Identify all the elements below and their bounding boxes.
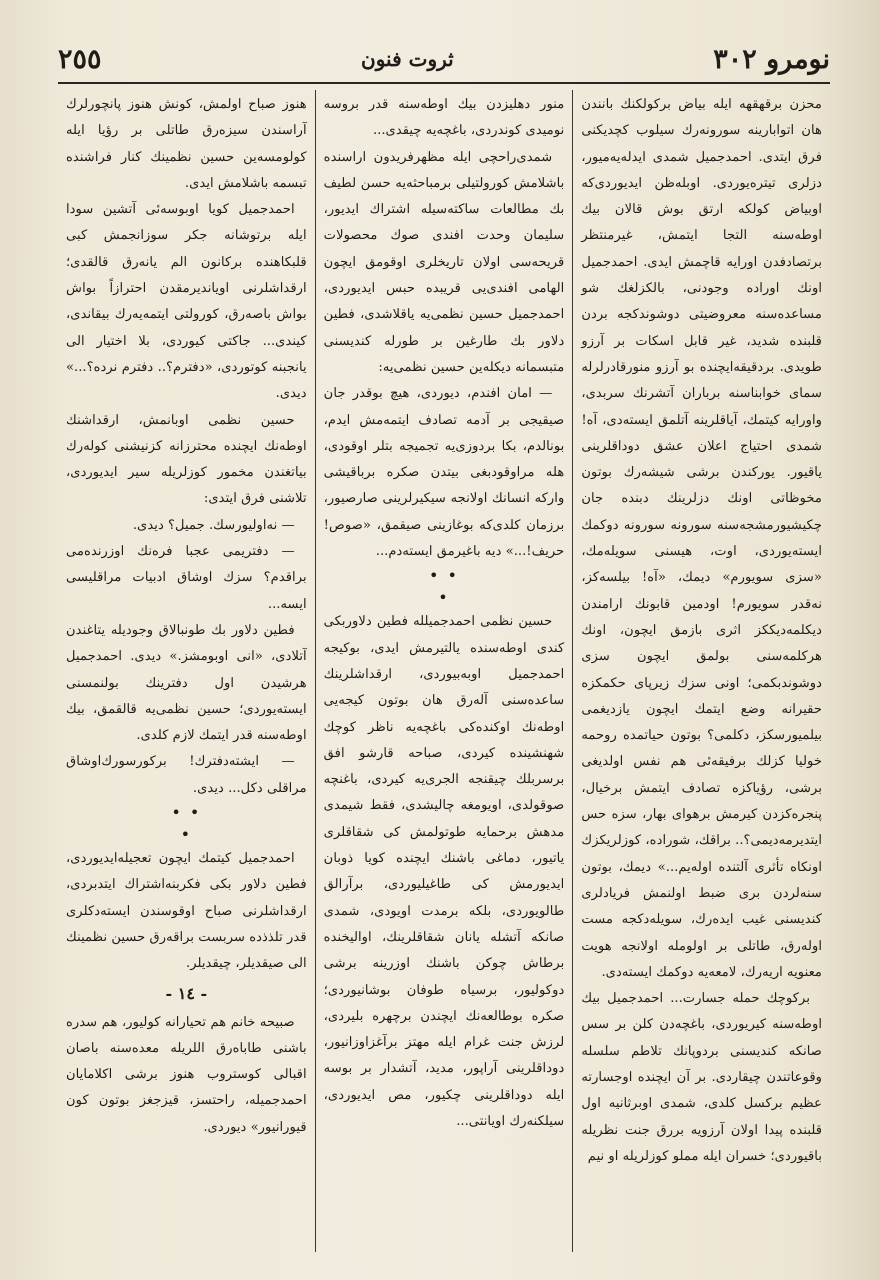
paragraph: — امان افندم، ديوردى، هيچ بوقدر جان صيقيجى بر آدمه تصادف ايتمه‌مش ايدم، بونالدم، بكا بردوزى‌يه تجميجه بتلر اوقودى، هله مراوقودبغى بيتدن صكره برباقيشى واركه انسانك اولانجه سيكيرلرينى صارصيور، برزمان كلدى‌كه بوغازينى صيقمق، «صوص! حريف!...» ديه باغيرمق ايسته‌دم... (323, 386, 565, 560)
paragraph: — دفتريمى عجبا فرەنك اوزرنده‌مى براقدم؟ سزك اوشاق ادبيات مراقليسى ايسه... (65, 544, 307, 612)
chapter-number: - ١٤ - (165, 983, 208, 1003)
issue-label: نومرو ٣٠٢ (713, 43, 830, 75)
text-columns (58, 88, 830, 1252)
section-ornament: • • • (171, 803, 202, 845)
paragraph: هنوز صباح اولمش، كونش هنوز پانچورلرك آراسندن سيزه‌رق طاتلى بر رؤيا ايله كولومسه‌ين حسين نظمينك كنار فراشنده تبسمه باشلامش ايدى. (65, 97, 307, 191)
paragraph: بركوچك حمله جسارت... احمدجميل بيك اوطه‌سنه كيريوردى، باغچه‌دن كلن بر سس صانكه كنديسنى بردوپانك تلاطم سلسله وقوعاتندن چيقاردى. بر آن ايچنده اوجسارته عظيم بركسل كلدى، شمدى اوبرثانيه اول قلبنده پيدا اولان آرزويه بررق جنت نظريله باقيوردى؛ خسران ايله مملو كوزلريله او نيم (581, 991, 822, 1164)
column-right (573, 88, 830, 1252)
header-rule (58, 82, 830, 84)
paragraph: حسين نظمى اوبانمش، ارقداشنك اوطه‌نك ايچنده محترزانه كزنيشنى كوله‌رك بياتغندن مخمور كوزلريله سير ايديوردى، تلاشنى فرق ايتدى: (65, 412, 307, 507)
paragraph: منور دهليزدن بيك اوطه‌سنه قدر بروسه نوميدى كوندردى، باغچه‌يه چيقدى... (323, 97, 565, 139)
paragraph: محزن برقهقهه ايله بياض بركولكنك بانندن هان اتوابارينه سورونه‌رك سيلوب كچديكنى فرق ايتدى. احمدجميل شمدى ايدله‌يه‌ميور، دزلرى تيتره‌يوردى. اوبله‌ظن ايديوردى‌كه اوبياض كولكه ارتق بوش قالان بيك اوطه‌سنه التجا ايتمش، غيرمنتظر برتصادفدن اورايه قاچمش ايدى. احمدجميل اونك اوراده وجودنى، بالكزلغك شو مساعده‌سنه معروضيتى دوشوندكجه بردن قلبنده شديد، غير قابل اسكات بر آرزو طويدى. بردقيقه‌ايچنده بو آرزو منورقادرلرله سماى خوابناسنه برباران آتشرنك سربدى، واورايه كيتمك، آياقلرينه آتلمق ايسته‌دى، آه! شمدى احتياج اعلان عشق دوداقلرينى ياقيور. يوركندن برشى شيشه‌رك بوتون مخوظاتى اونك دزلرينك دبنده جان چكيشيورمشجه‌سنه سورونه سورونه دوكمك ايسته‌يوردى، اوت، هيسنى سويله‌مك، «سزى سويورم» ديمك، «آه! بيلسه‌كز، نه‌قدر سويورم! اودمين قابونك ارامندن ديكلمه‌ديككز اثرى بازمق ايچون، اونك هركلمه‌سنى بولمق ايچون سزى دوشوندبكمى؛ اونى سزك زيرپاى حكمكزه حقيرانه وضع ايتمك ايچون يازديغمى بيلميورسكز، دكلمى؟ بوتون حياتمده روحمه خوليا كزلك برفيقه‌ئى هم نفس اولديغى برشى، رؤياكزه تصادف ايتمش برخيال، پنجره‌كزدن كيرمش برهواى بهار، سزه حس ايتديرمه‌ديمى؟.. براقك، شوراده، كوزلريكزك اونكاه تأثرى آلتنده اوله‌يم...» ديمك، بوتون سنه‌لردن برى ضبط اولنمش فريادلرى كنديسنى غيب ايده‌رك، سويله‌دكجه مست اوله‌رق، طاتلى بر اولومله اولانجه هويت معنويه اريه‌رك، لامعه‌يه دوكمك ايسته‌دى. (581, 97, 822, 980)
section-ornament: • • • (429, 566, 459, 608)
paragraph: فطين دلاور بك طونبالاق وجوديله يتاغندن آتلادى، «انى اوبومشز.» ديدى. احمدجميل هرشيدن اول دفترينك بولنمسنى ايسته‌يوردى؛ حسين نظمى‌يه قالقمق، بيك اوطه‌سنه قدر ايتمك لازم كلدى. (65, 622, 307, 744)
paragraph: صبيحه خانم هم تحيارانه كوليور، هم سدره باشنى طاباه‌رق اللريله معده‌سنه باصان اقبالى كوستروب هنوز برشى اكلامايان احمدجميله، راحتسز، قيزجغز بوتون كون قيورانيور» ديوردى. (65, 1014, 307, 1135)
paragraph: احمدجميل كويا اوبوسه‌ئى آتشين سودا ايله برتوشانه جكر سوزانجمش كبى قلبكاهنده بركانون الم يانه‌رق قالقدى؛ ارقداشلرنى اويانديرمقدن احترازاً بواش بواش باصه‌رق، كورولتى ايتمه‌يه‌رك بيقاندى، كيندى... جاكتى كيوردى، بلا اختيار الى يانجبنه كوتوردى، «دفترم؟.. دفترم نرده؟...» ديدى. (65, 202, 307, 402)
paragraph: شمدى‌راحچى ايله مظهرفريدون اراسنده باشلامش كورولتيلى برمباحثه‌يه حسن لطيف بك مطالعات ساكته‌سيله اشتراك ايديور، سليمان وحدت افندى صوك محصولات قريحه‌سى اولان تاريخلرى اوقومق ايچون الهامى افندى‌يى قريبده حبس ايديوردى، احمدجميل حسين نظمى‌يه ياقلاشدى، فطين دلاور بك طارغين بر طورله كنديسنى متبسمانه ديكله‌ين حسين نظمى‌يه: (323, 149, 565, 375)
paragraph: — ايشته‌دفترك! بركورسورك‌اوشاق مراقلى دكل... ديدى. (65, 754, 307, 796)
paragraph: حسين نظمى احمدجميلله فطين دلاوربكى كندى اوطه‌سنده يالتيرمش ايدى، بوكيجه احمدجميل اوبه‌بيوردى، ارقداشلرينك ساعده‌سنى آلەرق هان بوتون كيجه‌يى اوطه‌نك اوكنده‌كى باغچه‌يه ناظر كوچك شهنشينده كيردى، صباحه قارشو افق برسربلك چيقنجه الجرى‌يه كيردى، باغنچه صوقولدى، اويومغه چاليشدى، فقط شيمدى مدهش برحمايه طوتولمش كى شقاقلرى ياتيور، دماغى باشنك ايچنده كويا ذوبان ايديورمش كى طاغيليوردى، برآرالق طالويوردى، بلكه برمدت اويودى، شمدى صانكه آتشله يانان شقاقلرينك، اواليخنده برطاش چوكن باشنك اوزرينه برشى دوكوليور، برسياه طوفان بوشانيوردى؛ صكره بوطالعه‌نك ايچندن برچهره بليردى، لرزش جنت غرام ايله مهتز برآغزاوزانيور، دوداقلرينى آراپور، مديد، آتشدار بر بوسه ايله دوداقلرينى چكيور، مص ايديوردى، سيلكنه‌رك اويانتى... (323, 614, 565, 1129)
paragraph: احمدجميل كيتمك ايچون تعجيله‌ايديوردى، فطين دلاور بكى فكربنه‌اشتراك ايتدبردى، ارقداشلرنى صباح اوقوسندن ايسته‌دكلرى قدر تلذذده سربست براقه‌رق حسين نظمينك الى صيقديلر، چيقديلر. (65, 851, 307, 972)
paragraph: — نه‌اوليورسك. جميل؟ ديدى. (132, 517, 295, 533)
journal-title: ثروت فنون (361, 47, 454, 71)
column-middle (316, 88, 573, 1252)
page-number: ٢٥٥ (58, 43, 102, 75)
column-left (58, 88, 315, 1252)
page-header (58, 38, 830, 80)
